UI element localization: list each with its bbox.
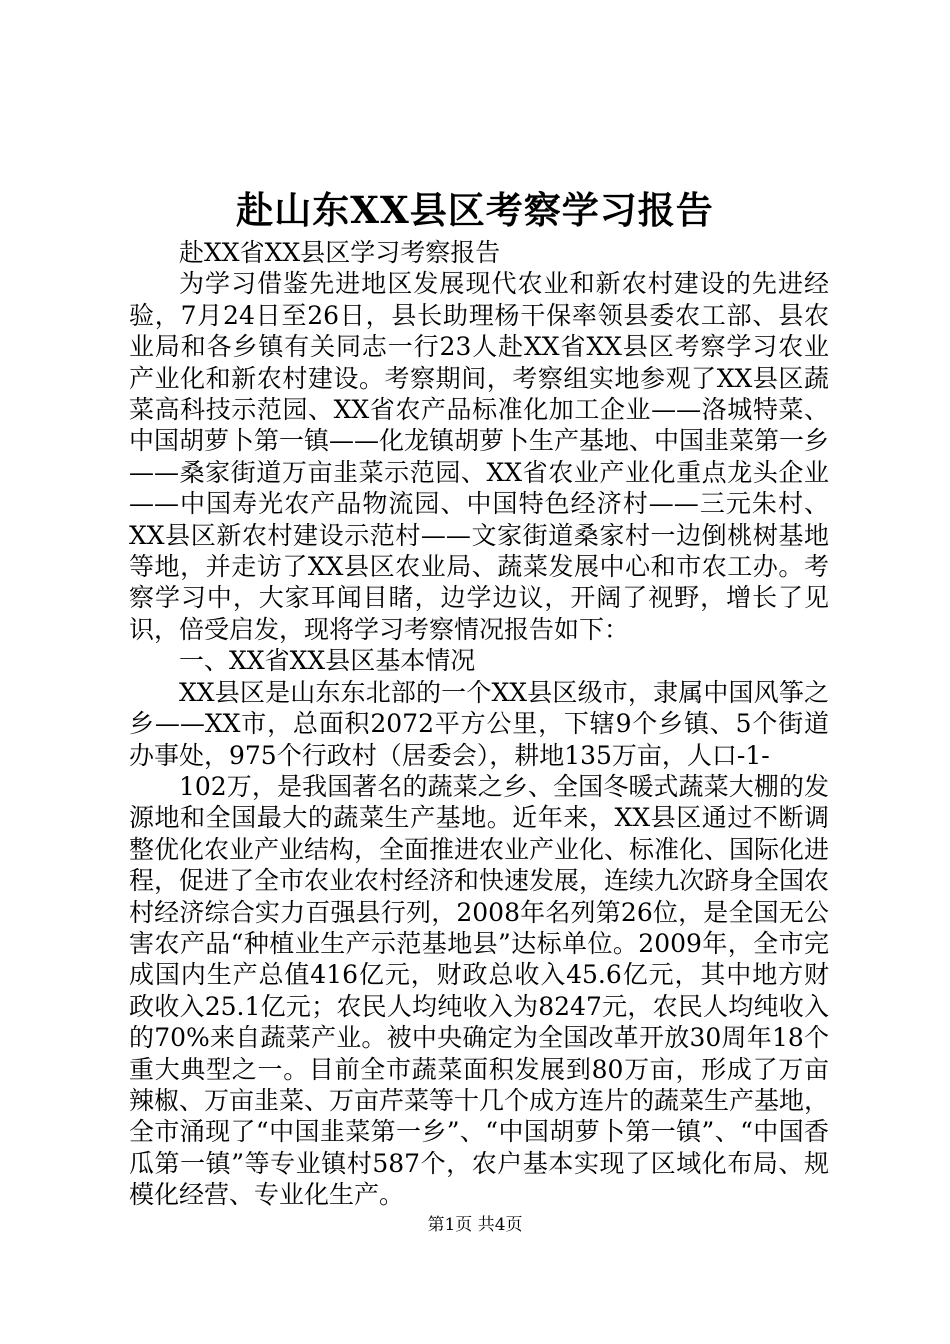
subtitle-paragraph: 赴XX省XX县区学习考察报告 xyxy=(179,238,501,267)
document-body xyxy=(129,237,829,1211)
statistics-paragraph: 102万，是我国著名的蔬菜之乡、全国冬暖式蔬菜大棚的发源地和全国最大的蔬菜生产基地。近年来，XX县区通过不断调整优化农业产业结构，全面推进农业产业化、标准化、国际化进程，促进了全市农业农村经济和快速发展，连续九次跻身全国农村经济综合实力百强县行列，2008年名列第26位，是全国无公害农产品“种植业生产示范基地县”达标单位。2009年，全市完成国内生产总值416亿元，财政总收入45.6亿元，其中地方财政收入25.1亿元；农民人均纯收入为8247元，农民人均纯收入的70%来自蔬菜产业。被中央确定为全国改革开放30周年18个重大典型之一。目前全市蔬菜面积发展到80万亩，形成了万亩辣椒、万亩韭菜、万亩芹菜等十几个成方连片的蔬菜生产基地，全市涌现了“中国韭菜第一乡”、“中国胡萝卜第一镇”、“中国香瓜第一镇”等专业镇村587个，农户基本实现了区域化布局、规模化经营、专业化生产。 xyxy=(129,771,830,1210)
page-title: 赴山东XX县区考察学习报告 xyxy=(236,188,714,232)
intro-paragraph: 为学习借鉴先进地区发展现代农业和新农村建设的先进经验，7月24日至26日，县长助理杨干保率领县委农工部、县农业局和各乡镇有关同志一行23人赴XX省XX县区考察学习农业产业化和新农村建设。考察期间，考察组实地参观了XX县区蔬菜高科技示范园、XX省农产品标准化加工企业——洛城特菜、中国胡萝卜第一镇——化龙镇胡萝卜生产基地、中国韭菜第一乡——桑家街道万亩韭菜示范园、XX省农业产业化重点龙头企业——中国寿光农产品物流园、中国特色经济村——三元朱村、XX县区新农村建设示范村——文家街道桑家村一边倒桃树基地等地，并走访了XX县区农业局、蔬菜发展中心和市农工办。考察学习中，大家耳闻目睹，边学边议，开阔了视野，增长了见识，倍受启发，现将学习考察情况报告如下： xyxy=(129,269,830,644)
section-heading: 一、XX省XX县区基本情况 xyxy=(179,646,476,676)
page-footer: 第1页 共4页 xyxy=(427,1215,523,1235)
overview-paragraph: XX县区是山东东北部的一个XX县区级市，隶属中国风筝之乡——XX市，总面积2072平方公里，下辖9个乡镇、5个街道办事处，975个行政村（居委会），耕地135万亩，人口-1- xyxy=(129,677,829,770)
